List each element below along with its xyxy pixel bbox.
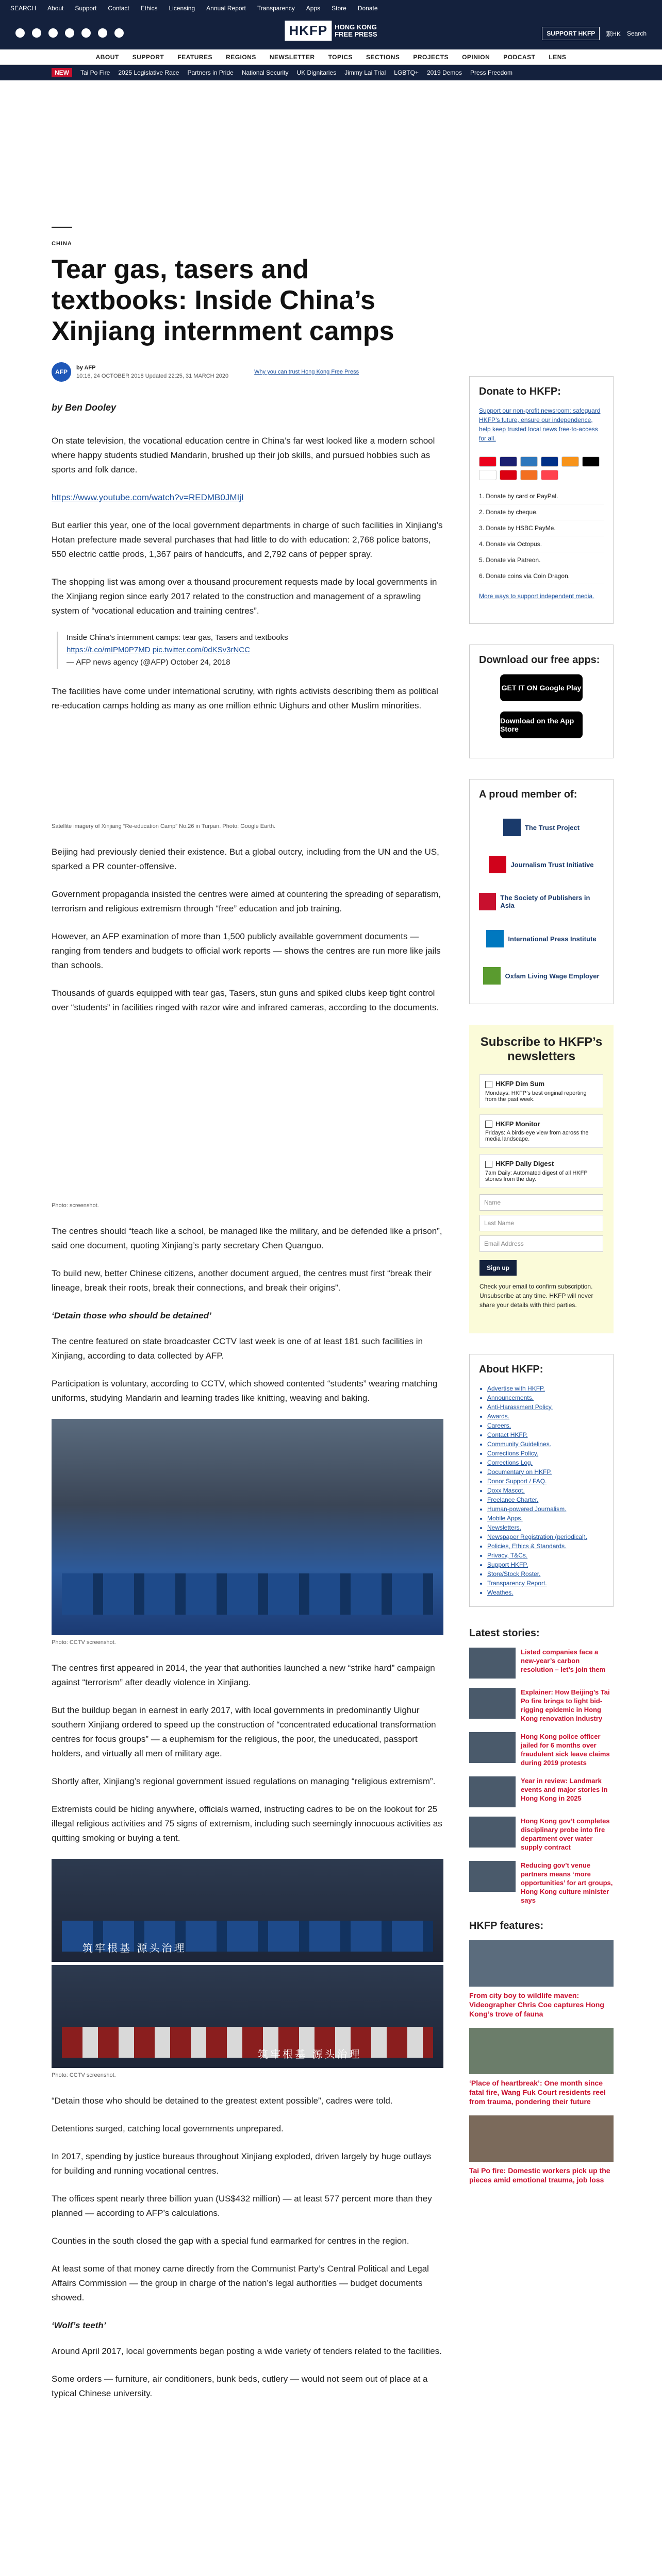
latest-story[interactable] [469,1776,614,1807]
newsletter-name: HKFP Daily Digest [495,1160,554,1168]
paypal-icon [541,456,558,467]
latest-story[interactable] [469,1648,614,1679]
story-thumbnail [469,1817,516,1848]
language-switch[interactable]: 繁HK [606,30,621,38]
paragraph: Beijing had previously denied their existence. But a global outcry, including from the UN and the US, sparked a PR counter-offensive. [52,847,439,871]
about-link[interactable]: • Transparency Report. [487,1579,604,1588]
newsletter-box [469,1025,614,1333]
about-link[interactable]: • Human-powered Journalism. [487,1504,604,1514]
author-avatar[interactable]: AFP [52,362,71,382]
signup-button[interactable]: Sign up [479,1260,517,1276]
article [52,227,443,2414]
donate-more-link[interactable]: More ways to support independent media. [479,592,594,600]
checkbox[interactable] [485,1081,492,1088]
story-thumbnail [469,1648,516,1679]
image-caption: Photo: CCTV screenshot. [52,2072,116,2078]
donate-option[interactable]: 5. Donate via Patreon. [479,552,604,568]
performers-row [62,2027,433,2058]
youtube-icon[interactable] [65,28,74,38]
paragraph: Around April 2017, local governments began posting a wide variety of tenders related to the facilities. [52,2346,442,2356]
latest-box [469,1628,614,1905]
rss-icon[interactable] [114,28,124,38]
story-thumbnail [469,1776,516,1807]
story-title[interactable]: Explainer: How Beijing’s Tai Po fire brings to light bid-rigging epidemic in Hong Kong renovation industry [521,1688,610,1722]
members-box [469,779,614,1004]
latest-story[interactable] [469,1688,614,1723]
embedded-tweet [57,632,443,669]
newsletter-option[interactable] [479,1114,603,1148]
about-link[interactable]: • Corrections Policy. [487,1449,604,1458]
about-link[interactable]: • Anti-Harassment Policy. [487,1402,604,1412]
paragraph: But earlier this year, one of the local government departments in charge of such facilities in Xinjiang’s Hotan prefecture made several purchases that had little to do with education: 2,768 police batons, 550 electric cattle prods, 1,367 pairs of handcuffs, and 2,792 cans of pepper spray. [52,520,443,559]
video-link [52,490,443,505]
member-name: The Trust Project [524,823,580,832]
newsletter-name: HKFP Dim Sum [495,1080,545,1088]
nav-newsletter[interactable]: NEWSLETTER [269,53,315,61]
youtube-link[interactable]: https://www.youtube.com/watch?v=REDMB0JMIjI [52,493,244,502]
about-link[interactable]: • Documentary on HKFP. [487,1467,604,1477]
about-link[interactable]: • Support HKFP. [487,1560,604,1569]
paragraph: But the buildup began in earnest in early 2017, with local governments in predominantly Uighur southern Xinjiang ordered to speed up the construction of “concentrated educational transformation centres for focus groups” — a euphemism for the religious, the poor, the uneducated, passport holders, and virtually all men of military age. [52,1705,436,1758]
story-title[interactable]: Year in review: Landmark events and major stories in Hong Kong in 2025 [521,1776,608,1802]
cctv-still-1 [52,1859,443,1962]
nav-lens[interactable]: LENS [549,53,567,61]
tweet-text: Inside China’s internment camps: tear gas, Tasers and textbooks [67,633,288,642]
top-link-transparency[interactable]: Transparency [257,5,295,12]
nav-podcast[interactable]: PODCAST [503,53,536,61]
member-name: Journalism Trust Initiative [510,860,594,869]
name-input[interactable]: Name [479,1194,603,1211]
feature-image [469,2115,614,2162]
newsletter-desc: Fridays: A birds-eye view from across the media landscape. [485,1130,589,1143]
main-nav [0,49,662,65]
about-link[interactable]: • Mobile Apps. [487,1514,604,1523]
logo-line-1: HONG KONG [335,23,377,31]
features-heading: HKFP features: [469,1920,544,1931]
about-link[interactable]: • Newsletters. [487,1523,604,1532]
feature-image [469,1940,614,1987]
about-link[interactable]: • Awards. [487,1412,604,1421]
paragraph: Thousands of guards equipped with tear gas, Tasers, stun guns and spiked clubs keep tight control over “students” in facilities ringed with razor wire and infrared cameras, according to the documents. [52,988,439,1012]
support-hkfp-button[interactable]: SUPPORT HKFP [542,27,600,40]
member-logo[interactable] [479,920,604,957]
byline-meta [76,364,228,380]
member-logo[interactable] [479,846,604,883]
story-title[interactable]: Hong Kong gov’t completes disciplinary probe into fire department over water supply contract [521,1817,610,1851]
story-thumbnail [469,1688,516,1719]
feature-story[interactable] [469,1940,614,2019]
top-link-licensing[interactable]: Licensing [169,5,195,12]
apps-heading: Download our free apps: [479,654,600,666]
about-link[interactable]: • Doxx Mascot. [487,1486,604,1495]
donate-option[interactable]: 2. Donate by cheque. [479,504,604,520]
donate-more [479,591,604,601]
paragraph: Participation is voluntary, according to CCTV, which showed contented “students” wearing matching uniforms, studying Mandarin and learning trades like knitting, weaving and baking. [52,1379,438,1403]
hot-topic[interactable]: Partners in Pride [187,69,234,76]
paragraph: The centre featured on state broadcaster CCTV last week is one of at least 181 such facilities in Xinjiang, according to data collected by AFP. [52,1336,423,1361]
last-name-input[interactable]: Last Name [479,1215,603,1231]
article-title: Tear gas, tasers and textbooks: Inside China’s Xinjiang internment camps [52,255,394,346]
brand-header [0,16,662,49]
paragraph: “Detain those who should be detained to the greatest extent possible”, cadres were told. [52,2096,393,2106]
story-thumbnail [469,1861,516,1892]
payment-methods [479,456,604,480]
paragraph: On state television, the vocational education centre in China’s far west looked like a modern school where happy students studied Mandarin, brushed up their job skills, and pursued hobbies such as sports and folk dance. [52,436,435,474]
top-link-apps[interactable]: Apps [306,5,321,12]
about-box [469,1354,614,1607]
member-logo[interactable] [479,957,604,994]
paragraph: Extremists could be hiding anywhere, officials warned, instructing cadres to be on the lookout for 25 illegal religious activities and 75 signs of extremism, including such seemingly innocuous activities as quitting smoking or buying a tent. [52,1804,442,1843]
donate-option[interactable]: 3. Donate by HSBC PayMe. [479,520,604,536]
paragraph: The centres first appeared in 2014, the year that authorities launched a new “strike hard” campaign against “terrorism” after deadly violence in Xinjiang. [52,1663,435,1687]
about-link[interactable]: • Newspaper Registration (periodical). [487,1532,604,1541]
screenshot-image [52,1028,443,1198]
logo-text [335,24,377,38]
hot-label: NEW [52,68,72,77]
sopa-icon [479,893,496,910]
member-logo[interactable] [479,883,604,920]
students-silhouette [62,1573,433,1615]
cctv-still-2 [52,1965,443,2068]
about-link[interactable]: • Donor Support / FAQ. [487,1477,604,1486]
paragraph: The offices spent nearly three billion yuan (US$432 million) — at least 577 percent more than they planned — according to AFP’s calculations. [52,2194,432,2218]
top-link-support[interactable]: Support [75,5,97,12]
paragraph: To build new, better Chinese citizens, another document argued, the centres must first “break their lineage, break their roots, break their connections, and break their origins”. [52,1268,432,1293]
donate-text-link[interactable]: Support our non-profit newsroom: safeguard HKFP’s future, ensure our independence, help keep trusted local news free-to-access for all. [479,407,601,442]
checkbox[interactable] [485,1121,492,1128]
paragraph: Counties in the south closed the gap with a special fund earmarked for centres in the region. [52,2236,409,2246]
about-link[interactable]: • Freelance Charter. [487,1495,604,1504]
story-thumbnail [469,1732,516,1763]
google-play-button[interactable]: GET IT ON Google Play [500,674,583,701]
header-search[interactable]: Search [626,30,647,37]
hot-topic[interactable]: Jimmy Lai Trial [344,69,386,76]
donate-heading: Donate to HKFP: [479,386,561,397]
feature-story[interactable] [469,2115,614,2184]
story-title[interactable]: Reducing gov’t venue partners means ‘more opportunities’ for art groups, Hong Kong culture minister says [521,1861,613,1904]
about-link[interactable]: • Contact HKFP. [487,1430,604,1439]
patreon-icon [541,470,558,480]
member-name: International Press Institute [508,935,597,943]
classroom-photo [52,1419,443,1635]
title-rule [52,227,72,228]
nav-opinion[interactable]: OPINION [462,53,490,61]
facebook-icon[interactable] [15,28,25,38]
byline-author[interactable]: by AFP [76,365,96,371]
about-list [479,1384,604,1597]
hot-topic[interactable]: Tai Po Fire [80,69,110,76]
donate-box [469,376,614,624]
hot-topic[interactable]: Press Freedom [470,69,513,76]
trust-link[interactable]: Why you can trust Hong Kong Free Press [254,369,359,375]
octopus-icon [520,470,538,480]
bitcoin-icon [561,456,579,467]
tweet-link [67,644,443,656]
nav-sections[interactable]: SECTIONS [366,53,400,61]
top-utility-bar [0,0,662,16]
paragraph: In 2017, spending by justice bureaus throughout Xinjiang exploded, driven largely by huge outlays for building and running vocational centres. [52,2151,432,2176]
newsletter-desc: Mondays: HKFP’s best original reporting from the past week. [485,1090,587,1103]
jti-icon [489,856,506,873]
member-name: The Society of Publishers in Asia [500,894,590,909]
hot-topic[interactable]: UK Dignitaries [296,69,337,76]
paragraph: Some orders — furniture, air conditioners, bunk beds, cutlery — would not seem out of place at a typical Chinese university. [52,2374,428,2398]
trust-project-icon [503,819,521,836]
donate-option[interactable]: 6. Donate coins via Coin Dragon. [479,568,604,584]
features-box [469,1920,614,2184]
banner-caption: 筑牢根基 源头治理 [258,2049,362,2060]
story-title[interactable]: Hong Kong police officer jailed for 6 months over fraudulent sick leave claims during 2019 protests [521,1732,610,1767]
members-heading: A proud member of: [479,789,577,800]
telegram-icon[interactable] [98,28,107,38]
twitter-icon[interactable] [32,28,41,38]
newsletter-note: Check your email to confirm subscription. Unsubscribe at any time. HKFP will never share your details with third parties. [479,1282,593,1309]
publish-dates: 10:16, 24 OCTOBER 2018 Updated 22:25, 31 MARCH 2020 [76,373,229,379]
hot-topics-bar [0,65,662,80]
about-link[interactable]: • Privacy, T&Cs. [487,1551,604,1560]
hkfp-logo[interactable] [285,21,377,41]
feature-title[interactable]: From city boy to wildlife maven: Videographer Chris Coe captures Hong Kong’s trove of fauna [469,1991,604,2018]
top-link-ethics[interactable]: Ethics [140,5,158,12]
category-label[interactable]: CHINA [52,241,72,247]
newsletter-name: HKFP Monitor [495,1120,540,1128]
subheading: ‘Detain those who should be detained’ [52,1311,211,1320]
tweet-attribution: — AFP news agency (@AFP) October 24, 2018 [67,658,230,667]
nav-topics[interactable]: TOPICS [328,53,353,61]
donate-option[interactable]: 4. Donate via Octopus. [479,536,604,552]
satellite-image [52,726,443,819]
byline [52,362,443,382]
feature-title[interactable]: ‘Place of heartbreak’: One month since fatal fire, Wang Fuk Court residents reel from trauma, pondering their future [469,2078,606,2106]
nav-support[interactable]: SUPPORT [132,53,164,61]
oxfam-icon [483,967,501,985]
about-link[interactable]: • Careers. [487,1421,604,1430]
paragraph: The facilities have come under international scrutiny, with rights activists describing them as political re-education camps holding as many as one million ethnic Uighurs and other Muslim minorities. [52,686,438,710]
newsletter-desc: 7am Daily: Automated digest of all HKFP stories from the day. [485,1170,588,1182]
newsletter-heading: Subscribe to HKFP’s newsletters [480,1035,603,1063]
email-input[interactable]: Email Address [479,1235,603,1252]
member-logo[interactable] [479,809,604,846]
sidebar [469,376,614,2194]
logo-line-2: FREE PRESS [335,30,377,38]
instagram-icon[interactable] [48,28,58,38]
app-store-button[interactable]: Download on the App Store [500,711,583,738]
hot-topic[interactable]: National Security [241,69,289,76]
googlepay-icon [479,470,496,480]
top-link-annual-report[interactable]: Annual Report [206,5,246,12]
latest-story[interactable] [469,1817,614,1852]
about-link[interactable]: • Corrections Log. [487,1458,604,1467]
amex-icon [520,456,538,467]
nav-projects[interactable]: PROJECTS [413,53,449,61]
hot-topic[interactable]: 2025 Legislative Race [118,69,179,76]
ipi-icon [486,930,504,947]
tweet-url[interactable]: https://t.co/mIPM0P7MD pic.twitter.com/0dKSv3rNCC [67,646,250,654]
story-author: by Ben Dooley [52,402,117,413]
image-caption: Photo: screenshot. [52,1202,99,1209]
donate-text [479,406,604,443]
paragraph: Detentions surged, catching local governments unprepared. [52,2124,284,2133]
member-name: Oxfam Living Wage Employer [505,972,600,980]
visa-icon [500,456,517,467]
story-title[interactable]: Listed companies face a new-year’s carbon resolution – let’s join them [521,1648,606,1673]
feature-image [469,2028,614,2074]
logo-mark: HKFP [285,21,332,41]
header-tools [542,27,647,40]
paragraph: The shopping list was among over a thousand procurement requests made by local governments in the Xinjiang region since early 2017 related to the construction and management of a sprawling system of “vocational education and training centres”. [52,577,437,616]
mastercard-icon [479,456,496,467]
search-link[interactable]: SEARCH [10,5,37,12]
nav-regions[interactable]: REGIONS [226,53,256,61]
nav-about[interactable]: ABOUT [95,53,119,61]
apps-box [469,645,614,758]
top-link-store[interactable]: Store [332,5,346,12]
about-link[interactable]: • Advertise with HKFP. [487,1384,604,1393]
about-link[interactable]: • Store/Stock Roster. [487,1569,604,1579]
top-link-about[interactable]: About [47,5,64,12]
nav-features[interactable]: FEATURES [177,53,213,61]
hsbc-icon [500,470,517,480]
newsletter-option[interactable] [479,1154,603,1188]
newsletter-option[interactable] [479,1074,603,1108]
image-caption: Satellite imagery of Xinjiang “Re-education Camp” No.26 in Turpan. Photo: Google Earth. [52,823,276,829]
banner-caption: 筑牢根基 源头治理 [82,1943,187,1954]
about-link[interactable]: • Announcements. [487,1393,604,1402]
subheading: ‘Wolf’s teeth’ [52,2320,106,2330]
applepay-icon [582,456,600,467]
paragraph: At least some of that money came directly from the Communist Party’s Central Political and Legal Affairs Commission — the group in charge of the nation’s legal authorities — budget documents showed. [52,2264,429,2302]
paragraph: Shortly after, Xinjiang’s regional government issued regulations on managing “religious extremism”. [52,1776,436,1786]
top-link-contact[interactable]: Contact [108,5,129,12]
latest-story[interactable] [469,1861,614,1905]
feature-title[interactable]: Tai Po fire: Domestic workers pick up the pieces amid emotional trauma, job loss [469,2166,610,2184]
about-link[interactable]: • Weathes. [487,1588,604,1597]
about-link[interactable]: • Policies, Ethics & Standards. [487,1541,604,1551]
paragraph: However, an AFP examination of more than 1,500 publicly available government documents — ranging from tenders and budgets to official work reports — shows the centres are run more like jails than schools. [52,931,441,970]
hot-topic[interactable]: 2019 Demos [426,69,462,76]
image-caption: Photo: CCTV screenshot. [52,1639,116,1646]
checkbox[interactable] [485,1161,492,1168]
latest-heading: Latest stories: [469,1627,540,1639]
linkedin-icon[interactable] [81,28,91,38]
latest-story[interactable] [469,1732,614,1767]
paragraph: Government propaganda insisted the centres were aimed at countering the spreading of separatism, terrorism and religious extremism through “free” education and job training. [52,889,441,913]
top-link-donate[interactable]: Donate [357,5,378,12]
donate-option[interactable]: 1. Donate by card or PayPal. [479,488,604,504]
social-links [15,28,124,38]
paragraph: The centres should “teach like a school, be managed like the military, and be defended like a prison”, said one document, quoting Xinjiang’s party secretary Chen Quanguo. [52,1226,442,1250]
hot-topic[interactable]: LGBTQ+ [394,69,419,76]
about-heading: About HKFP: [479,1363,543,1375]
feature-story[interactable] [469,2028,614,2106]
about-link[interactable]: • Community Guidelines. [487,1439,604,1449]
